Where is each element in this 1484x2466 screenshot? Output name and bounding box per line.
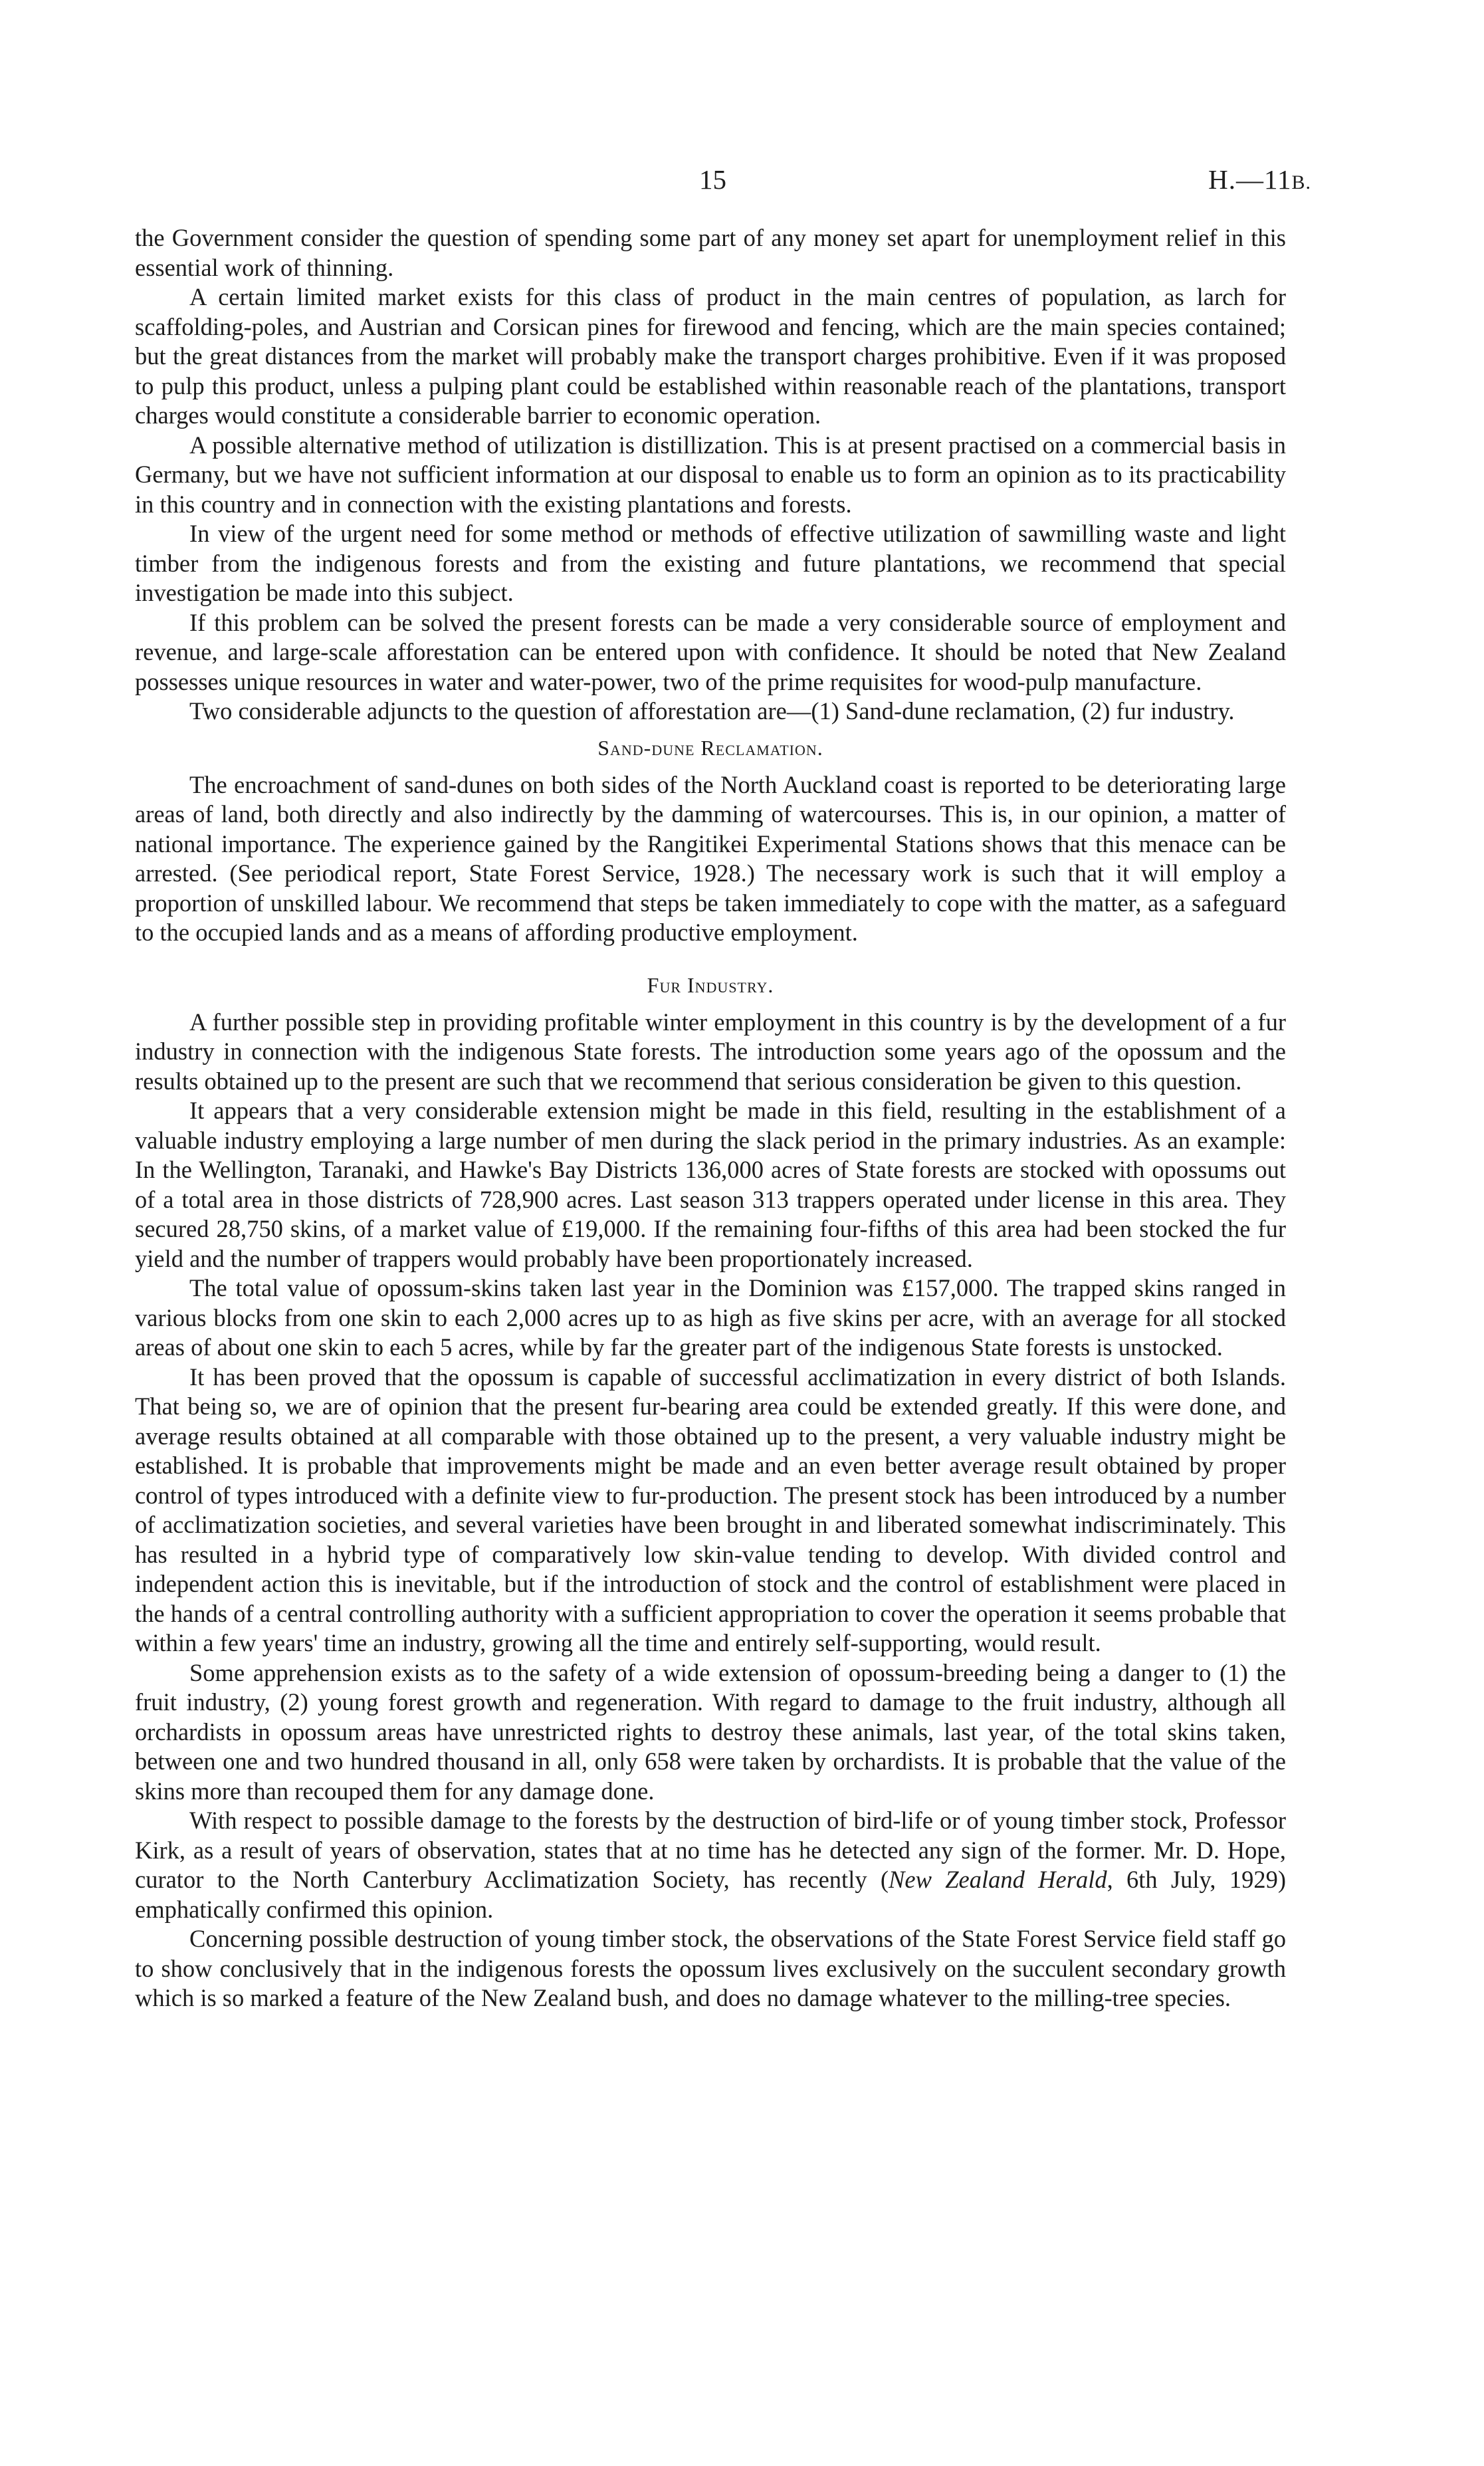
paragraph-bird-life [135,1806,1286,1924]
document-code-main: H.—11 [1208,164,1292,195]
paragraph-market: A certain limited market exists for this class of product in the main centres of population, as larch for scaffolding-poles, and Austrian and Corsican pines for firewood and fencing, which are the main species contained; but the great distances from the market will probably make the transport charges prohibitive. Even if it was proposed to pulp this product, unless a pulping plant could be established within reasonable reach of the plantations, transport charges would constitute a considerable barrier to economic operation. [135,283,1286,429]
heading-sand-dune-reclamation: Sand-dune Reclamation. [597,735,823,760]
paragraph-employment: If this problem can be solved the present forests can be made a very considerable source of employment and revenue, and large-scale afforestation can be entered upon with confidence. It should be noted that New Zealand possesses unique resources in water and water-power, two of the prime requisites for wood-pulp manufacture. [135,608,1286,695]
document-code [1208,164,1311,195]
paragraph-apprehension: Some apprehension exists as to the safety of a wide extension of opossum-breeding being a danger to (1) the fruit industry, (2) young forest growth and regeneration. With regard to damage to the fruit industry, although all orchardists in opossum areas have unrestricted rights to destroy these animals, last year, of the total skins taken, between one and two hundred thousand in all, only 658 were taken by orchardists. It is probable that the value of the skins more than recouped them for any damage done. [135,1658,1286,1805]
paragraph-continuation: the Government consider the question of spending some part of any money set apart for unemployment relief in this essential work of thinning. [135,224,1286,281]
paragraph-skin-value: The total value of opossum-skins taken last year in the Dominion was £157,000. The trapped skins ranged in various blocks from one skin to each 2,000 acres up to as high as five skins per acre, with an average for all stocked areas of about one skin to each 5 acres, while by far the greater part of the indigenous State forests is unstocked. [135,1274,1286,1361]
paragraph-acclimatization: It has been proved that the opossum is capable of successful acclimatization in every district of both Islands. That being so, we are of opinion that the present fur-bearing area could be extended greatly. If this were done, and average results obtained at all comparable with those obtained up to the present, a very valuable industry might be established. It is probable that improvements might be made and an even better average result obtained by proper control of types introduced with a definite view to fur-production. The present stock has been introduced by a number of acclimatization societies, and several varieties have been brought in and liberated somewhat indiscriminately. This has resulted in a hybrid type of comparatively low skin-value tending to develop. With divided control and independent action this is inevitable, but if the introduction of stock and the control of establishment were placed in the hands of a central controlling authority with a sufficient appropriation to cover the operation it seems probable that within a few years' time an industry, growing all the time and entirely self-supporting, would result. [135,1363,1286,1656]
paragraph-timber-stock: Concerning possible destruction of young timber stock, the observations of the State Forest Service field staff go to show conclusively that in the indigenous forests the opossum lives exclusively on the succulent secondary growth which is so marked a feature of the New Zealand bush, and does no damage whatever to the milling-tree species. [135,1925,1286,2011]
heading-fur-industry: Fur Industry. [647,972,774,997]
body-text [135,223,1286,2013]
paragraph-adjuncts: Two considerable adjuncts to the question of afforestation are—(1) Sand-dune reclamation, (2) fur industry. [189,697,1235,725]
bird-life-text-start: With respect to possible damage to the forests by the destruction of bird-life or of young timber stock, Professor Kirk, as a result of years of observation, states that at no time has he detected any sign of the former. Mr. D. Hope, curator to the North Canterbury Acclimatization Society, has recently ( [135,1807,1286,1893]
paragraph-fur-extension: It appears that a very considerable extension might be made in this field, resulting in the establishment of a valuable industry employing a large number of men during the slack period in the primary industries. As an example: In the Wellington, Taranaki, and Hawke's Bay Districts 136,000 acres of State forests are stocked with opossums out of a total area in those districts of 728,900 acres. Last season 313 trappers operated under license in this area. They secured 28,750 skins, of a market value of £19,000. If the remaining four-fifths of this area had been stocked the fur yield and the number of trappers would probably have been proportionately increased. [135,1097,1286,1272]
paragraph-sand-dune: The encroachment of sand-dunes on both sides of the North Auckland coast is reported to be deteriorating large areas of land, both directly and also indirectly by the damming of watercourses. This is, in our opinion, a matter of national importance. The experience gained by the Rangitikei Experimental Stations shows that this menace can be arrested. (See periodical report, State Forest Service, 1928.) The necessary work is such that it will employ a proportion of unskilled labour. We recommend that steps be taken immediately to cope with the matter, as a safeguard to the occupied lands and as a means of affording productive employment. [135,770,1286,946]
page-number: 15 [699,164,726,195]
paragraph-fur-intro: A further possible step in providing profitable winter employment in this country is by the development of a fur industry in connection with the indigenous State forests. The introduction some years ago of the opossum and the results obtained up to the present are such that we recommend that serious consideration be given to this question. [135,1008,1286,1095]
newspaper-title: New Zealand Herald [889,1866,1107,1893]
paragraph-investigation: In view of the urgent need for some method or methods of effective utilization of sawmilling waste and light timber from the indigenous forests and from the existing and future plantations, we recommend that special investigation be made into this subject. [135,520,1286,606]
document-code-suffix: B. [1291,171,1311,193]
bird-life-text-end: , 6th July, 1929) emphatically confirmed this opinion. [135,1866,1287,1923]
paragraph-distillization: A possible alternative method of utilization is distillization. This is at present practised on a commercial basis in Germany, but we have not sufficient information at our disposal to enable us to form an opinion as to its practicability in this country and in connection with the existing plantations and forests. [135,431,1286,518]
